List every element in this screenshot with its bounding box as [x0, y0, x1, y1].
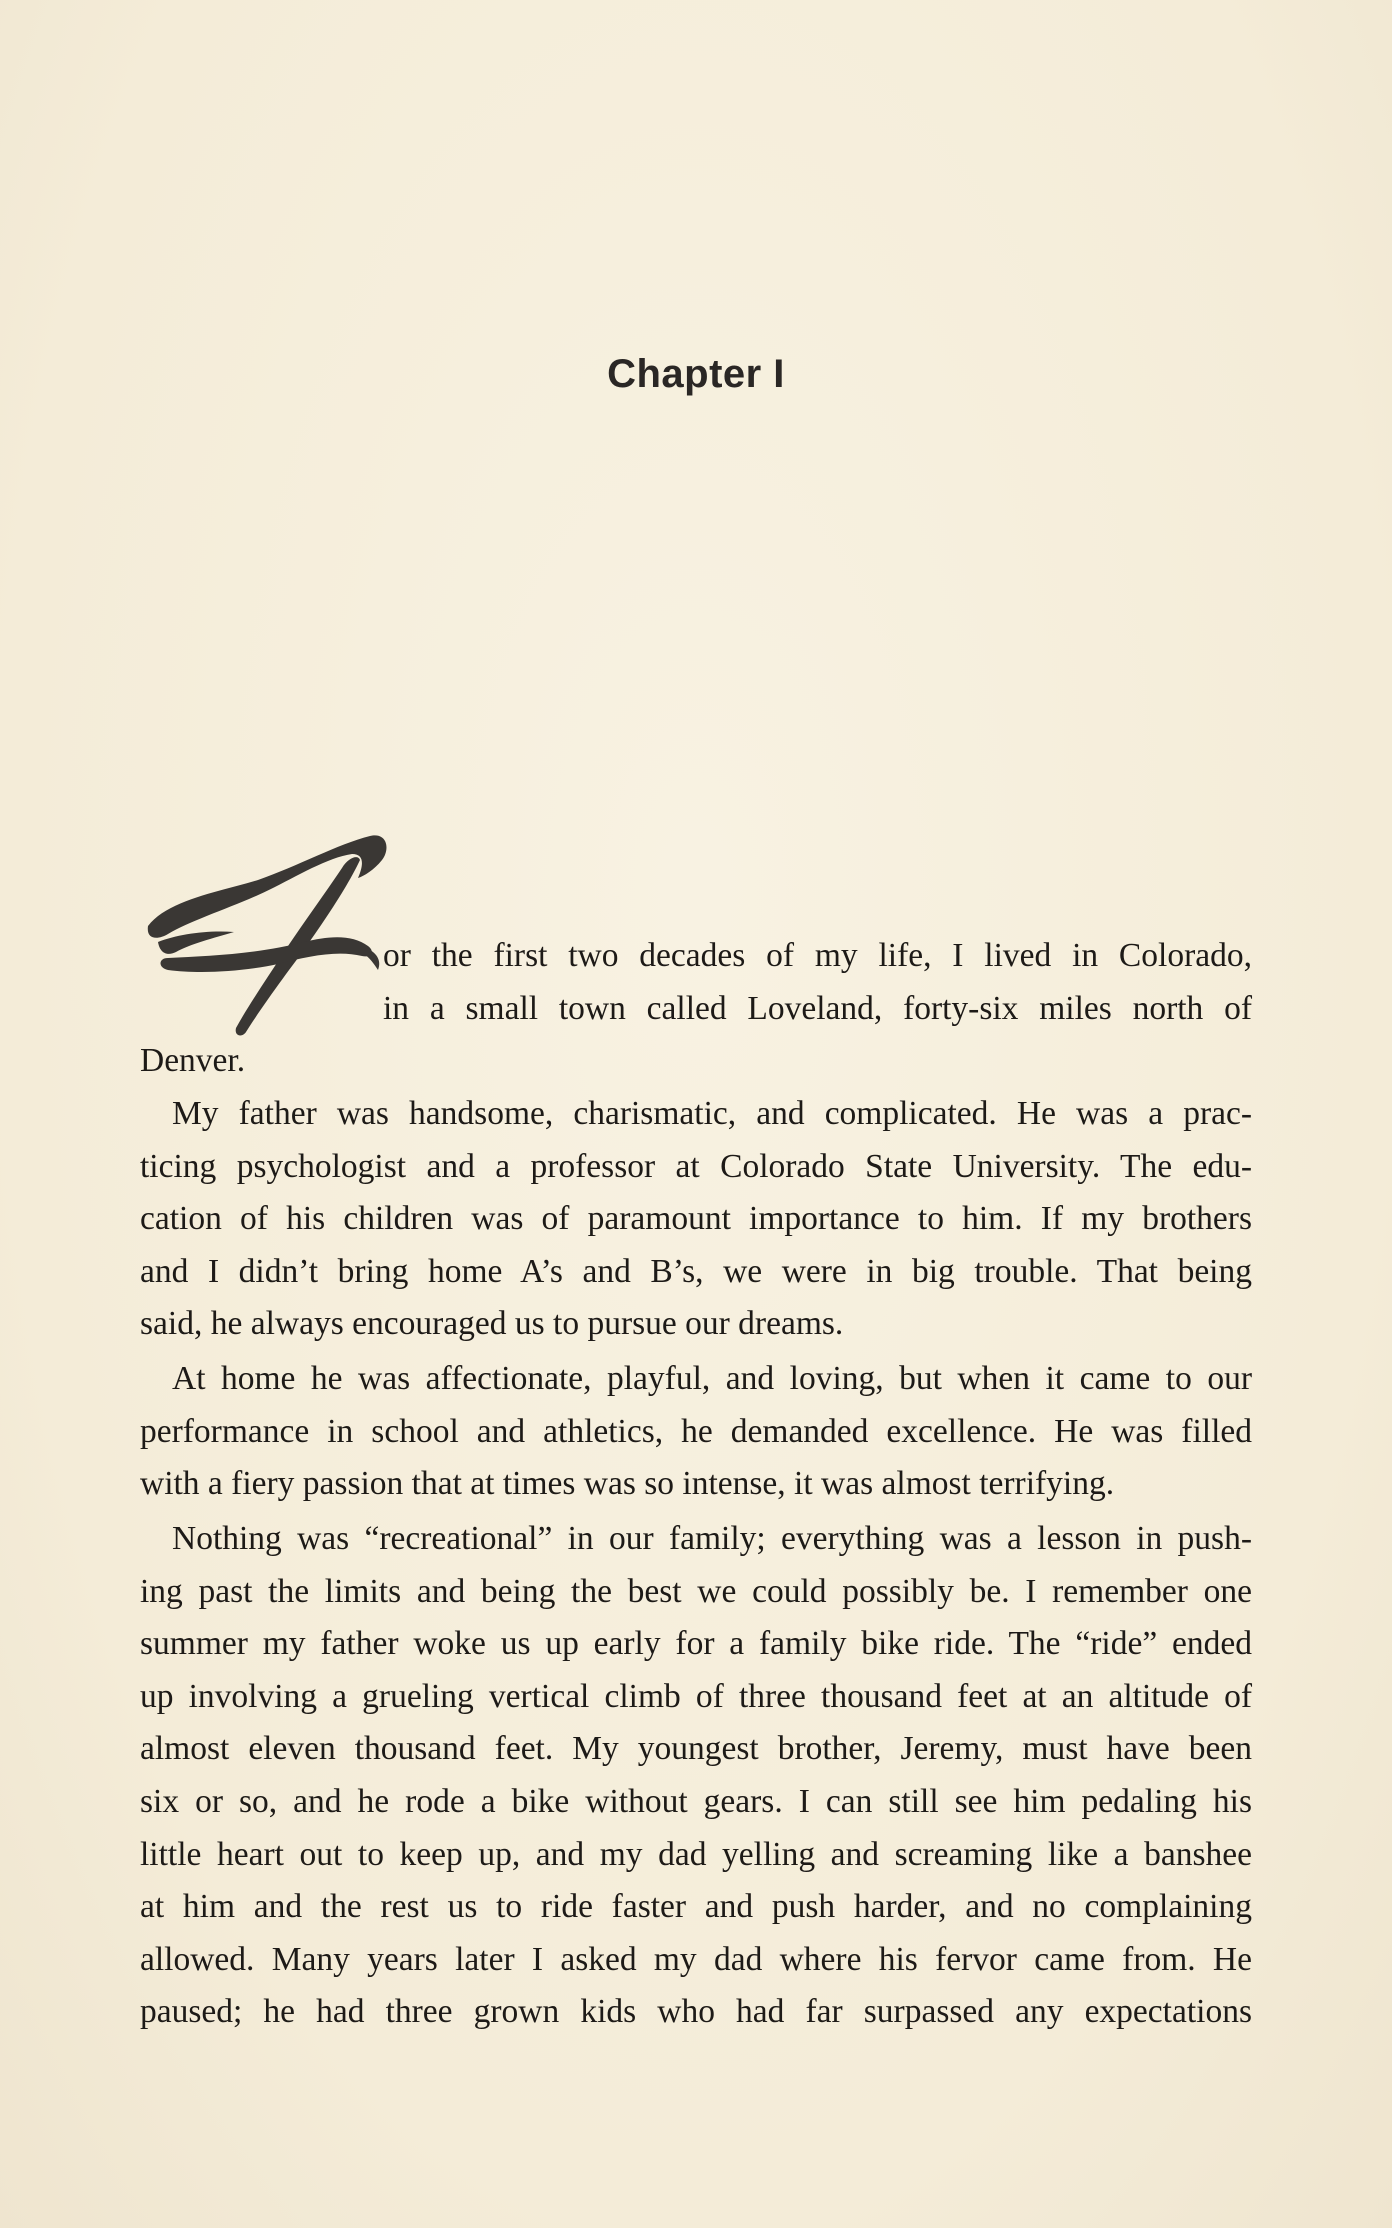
text-line: ticing psychologist and a professor at Colorado State University. The edu-: [140, 1147, 1252, 1185]
chapter-title: Chapter I: [607, 352, 785, 396]
opening-line-2: in a small town called Loveland, forty-six miles north of: [383, 989, 1252, 1027]
text-line: Nothing was “recreational” in our family; everything was a lesson in push-: [172, 1520, 1252, 1557]
text-line: and I didn’t bring home A’s and B’s, we were in big trouble. That being: [140, 1252, 1252, 1290]
text-line: six or so, and he rode a bike without gears. I can still see him pedaling his: [140, 1782, 1252, 1820]
opening-line-3: Denver.: [140, 1042, 246, 1079]
text-line: summer my father woke us up early for a family bike ride. The “ride” ended: [140, 1625, 1252, 1663]
paragraph-1: [140, 1088, 1252, 1351]
text-line: ing past the limits and being the best we could possibly be. I remember one: [140, 1572, 1252, 1610]
text-line: up involving a grueling vertical climb of three thousand feet at an altitude of: [140, 1677, 1252, 1715]
paragraph-2: [140, 1353, 1252, 1511]
opening-line-1: or the first two decades of my life, I lived in Colorado,: [383, 937, 1252, 974]
drop-cap-f-ornament: [138, 830, 398, 1040]
text-line: said, he always encouraged us to pursue our dreams.: [140, 1305, 844, 1343]
text-line: little heart out to keep up, and my dad yelling and screaming like a banshee: [140, 1835, 1252, 1873]
text-line: allowed. Many years later I asked my dad where his fervor came from. He: [140, 1940, 1252, 1978]
text-line: almost eleven thousand feet. My youngest brother, Jeremy, must have been: [140, 1730, 1252, 1768]
text-line: My father was handsome, charismatic, and complicated. He was a prac-: [172, 1095, 1252, 1132]
text-line: at him and the rest us to ride faster and push harder, and no complaining: [140, 1888, 1252, 1926]
text-line: cation of his children was of paramount importance to him. If my brothers: [140, 1200, 1252, 1238]
opening-lines: [383, 930, 1252, 1035]
paragraph-3: [140, 1513, 1252, 2039]
text-line: paused; he had three grown kids who had far surpassed any expectations: [140, 1993, 1252, 2031]
text-line: At home he was affectionate, playful, and loving, but when it came to our: [172, 1360, 1252, 1397]
text-line: with a fiery passion that at times was so intense, it was almost terrifying.: [140, 1465, 1115, 1503]
text-line: performance in school and athletics, he demanded excellence. He was filled: [140, 1412, 1252, 1450]
